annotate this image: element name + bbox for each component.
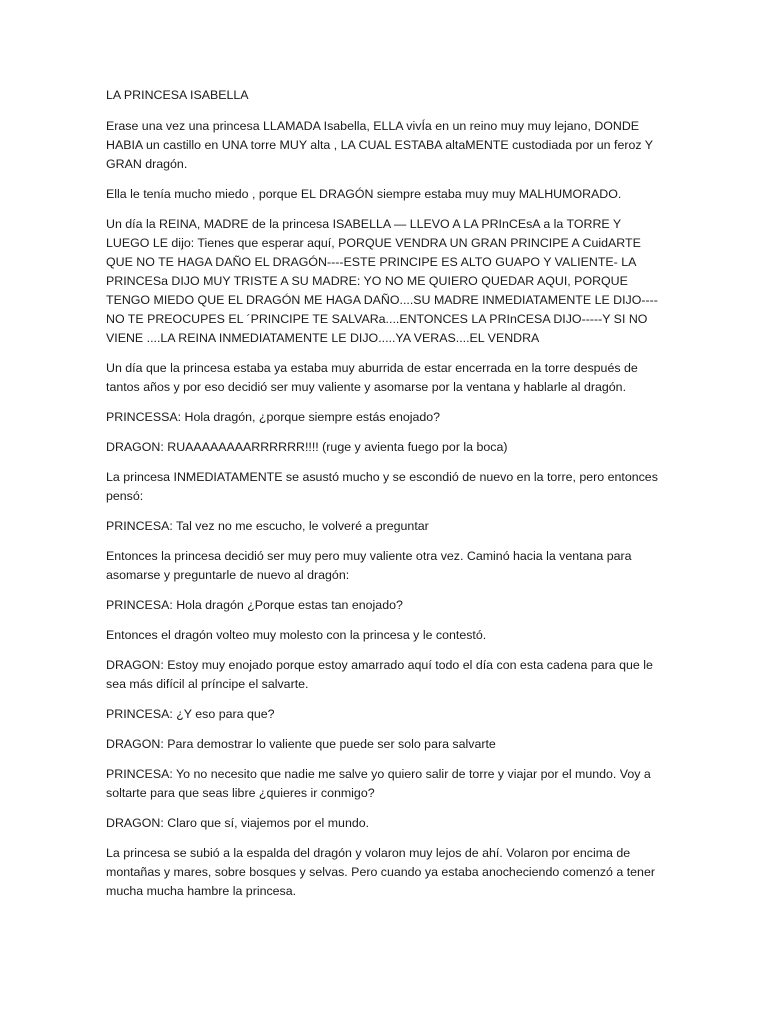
- dialogue-line: PRINCESSA: Hola dragón, ¿porque siempre estás enojado?: [106, 410, 441, 424]
- paragraph-queen: Un día la REINA, MADRE de la princesa ISABELLA — LLEVO A LA PRInCEsA a la TORRE Y LUEGO LE dijo: Tienes que esperar aquí, PORQUE VENDRA UN GRAN PRINCIPE A CuidARTE QUE NO TE HAGA DAÑO EL DRAGÓN----ESTE PRINCIPE ES ALTO GUAPO Y VALIENTE- LA PRINCESa DIJO MUY TRISTE A SU MADRE: YO NO ME QUIERO QUEDAR AQUI, PORQUE TENGO MIEDO QUE EL DRAGÓN ME HAGA DAÑO....SU MADRE INMEDIATAMENTE LE DIJO----NO TE PREOCUPES EL ´PRINCIPE TE SALVARa....ENTONCES LA PRInCESA DIJO-----Y SI NO VIENE ....LA REINA INMEDIATAMENTE LE DIJO.....YA VERAS....EL VENDRA: [106, 217, 658, 345]
- dialogue-line: DRAGON: RUAAAAAAAARRRRRR!!!! (ruge y avienta fuego por la boca): [106, 440, 508, 454]
- dialogue-line: PRINCESA: Tal vez no me escucho, le volveré a preguntar: [106, 519, 429, 533]
- paragraph-brave: Entonces la princesa decidió ser muy pero muy valiente otra vez. Caminó hacia la ventana para asomarse y preguntarle de nuevo al dragón:: [106, 549, 632, 582]
- document-body: [106, 86, 664, 912]
- document-title: LA PRINCESA ISABELLA: [106, 88, 249, 102]
- dialogue-line: DRAGON: Para demostrar lo valiente que puede ser solo para salvarte: [106, 737, 496, 751]
- dialogue-line: DRAGON: Estoy muy enojado porque estoy amarrado aquí todo el día con esta cadena para que le sea más difícil al príncipe el salvarte.: [106, 658, 653, 691]
- paragraph-intro: Erase una vez una princesa LLAMADA Isabella, ELLA vivÍa en un reino muy muy lejano, DONDE HABIA un castillo en UNA torre MUY alta , LA CUAL ESTABA altaMENTE custodiada por un feroz Y GRAN dragón.: [106, 119, 653, 171]
- dialogue-line: PRINCESA: ¿Y eso para que?: [106, 707, 275, 721]
- dialogue-line: PRINCESA: Yo no necesito que nadie me salve yo quiero salir de torre y viajar por el mundo. Voy a soltarte para que seas libre ¿quieres ir conmigo?: [106, 767, 651, 800]
- dialogue-line: PRINCESA: Hola dragón ¿Porque estas tan enojado?: [106, 598, 403, 612]
- paragraph-flight: La princesa se subió a la espalda del dragón y volaron muy lejos de ahí. Volaron por encima de montañas y mares, sobre bosques y selvas. Pero cuando ya estaba anocheciendo comenzó a tener mucha mucha hambre la princesa.: [106, 846, 655, 898]
- paragraph-bored: Un día que la princesa estaba ya estaba muy aburrida de estar encerrada en la torre después de tantos años y por eso decidió ser muy valiente y asomarse por la ventana y hablarle al dragón.: [106, 361, 638, 394]
- paragraph-answer: Entonces el dragón volteo muy molesto con la princesa y le contestó.: [106, 628, 487, 642]
- paragraph-fear: Ella le tenía mucho miedo , porque EL DRAGÓN siempre estaba muy muy MALHUMORADO.: [106, 187, 622, 201]
- paragraph-scared: La princesa INMEDIATAMENTE se asustó mucho y se escondió de nuevo en la torre, pero entonces pensó:: [106, 470, 658, 503]
- dialogue-line: DRAGON: Claro que sí, viajemos por el mundo.: [106, 816, 370, 830]
